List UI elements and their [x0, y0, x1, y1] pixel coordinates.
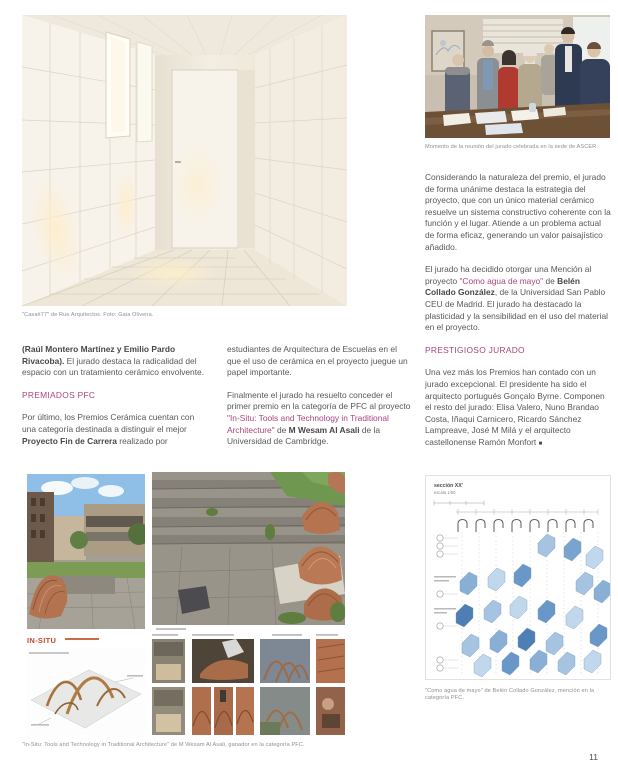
mention-title-accent: "Como agua de mayo": [459, 275, 544, 286]
paragraph: estudiantes de Arquitectura de Escuelas en el que el uso de cerámica en el proyecto juegue un papel importante.: [227, 344, 408, 378]
paragraph: (Raúl Montero Martínez y Emilio Pardo Rivacoba). El jurado destaca la radicalidad del espacio con un tratamiento cerámico envolvente.: [22, 344, 205, 378]
hook-profiles: [458, 520, 593, 533]
column-left: [22, 344, 210, 458]
section-drawing-art: [426, 476, 610, 679]
paragraph: Por último, los Premios Cerámica cuentan con una categoría destinada a distinguir el mejor Proyecto Fin de Carrera realizado por: [22, 412, 195, 446]
insitu-board-title: IN-SITU: [27, 636, 57, 645]
section-heading-jurado: PRESTIGIOSO JURADO: [425, 344, 525, 355]
paragraph: Finalmente el jurado ha resuelto conceder el primer premio en la categoría de PFC al proyecto "In-Situ: Tools and Technology in Traditional Architecture" de M Wesam Al Asali de la Universidad de Cambridge.: [227, 389, 411, 447]
jury-caption: Momento de la reunión del jurado celebrada en la sede de ASCER.: [425, 144, 598, 150]
jury-photo-art: [425, 15, 610, 138]
mention-author-bold: Belén Collado González: [425, 275, 580, 298]
scale-bar: [434, 501, 484, 506]
micro-caption-bar: [65, 638, 99, 640]
micro-label-bars: [434, 576, 456, 614]
corridor-caption: "Casa#77" de Rue Arquitectos. Foto: Gaia Oliveira.: [22, 312, 154, 318]
callout-circles: [437, 535, 443, 671]
corridor-photo-art: [22, 15, 347, 306]
terrace-photo: [152, 472, 345, 625]
project-name-bold: Proyecto Fin de Carrera: [22, 435, 117, 446]
project-title-accent: "In-Situ: Tools and Technology in Traditional Architecture": [227, 412, 389, 435]
column-right: [425, 172, 611, 461]
winner-name-bold: M Wesam Al Asali: [288, 424, 360, 435]
insitu-title-strip: [27, 630, 145, 645]
end-of-article-square: ■: [538, 440, 543, 447]
paragraph: El jurado ha decidido otorgar una Mención al proyecto "Como agua de mayo" de Belén Collado González, de la Universidad San Pablo CEU de Madrid. El jurado ha destacado la plasticidad y la sensibilidad en el uso del material en el proyecto.: [425, 264, 608, 333]
micro-caption-bar: [156, 628, 186, 630]
project-board: [22, 472, 345, 738]
jury-photo: [425, 15, 610, 138]
corridor-windows: [106, 32, 152, 142]
vault-render: [27, 648, 145, 735]
paragraph: Una vez más los Premios han contado con un jurado excepcional. El presidente ha sido el arquitecto portugués Gonçalo Byrne. Componen el resto del jurado: Elisa Valero, Nuno Brandao Costa, Iñaqui Carnicero, Ricardo Sánchez Lampreave, José M Milá y el arquitecto castellonense Ramón Monfort ■: [425, 367, 605, 447]
paragraph: Considerando la naturaleza del premio, el jurado de forma unánime destaca la estrategia del proyecto, que con un único material cerámico resuelve un sistema constructivo coherente con la función y el lugar. Atiende a un problema actual de forma eficaz, generando un valor paisajístico añadido.: [425, 172, 611, 252]
construction-contact-sheet: [152, 634, 345, 735]
page-number: 11: [589, 752, 598, 762]
names-bold: (Raúl Montero Martínez y Emilio Pardo Rivacoba).: [22, 344, 176, 366]
column-middle: [227, 344, 413, 459]
section-drawing: [425, 475, 611, 680]
corridor-photo: [22, 15, 347, 306]
project-board-caption: "In-Situ: Tools and Technology in Traditional Architecture" de M Wesam Al Asali, ganador en la categoría PFC.: [22, 742, 305, 748]
dimension-line: [456, 509, 598, 515]
drawing-title: sección XX': [434, 483, 463, 489]
drawing-scale: escala 1/50: [434, 490, 456, 495]
drawing-caption: "Como agua de mayo" de Belén Collado González, mención en la categoría PFC.: [425, 688, 595, 702]
section-heading-premiados: PREMIADOS PFC: [22, 389, 96, 400]
courtyard-photo: [27, 474, 145, 629]
